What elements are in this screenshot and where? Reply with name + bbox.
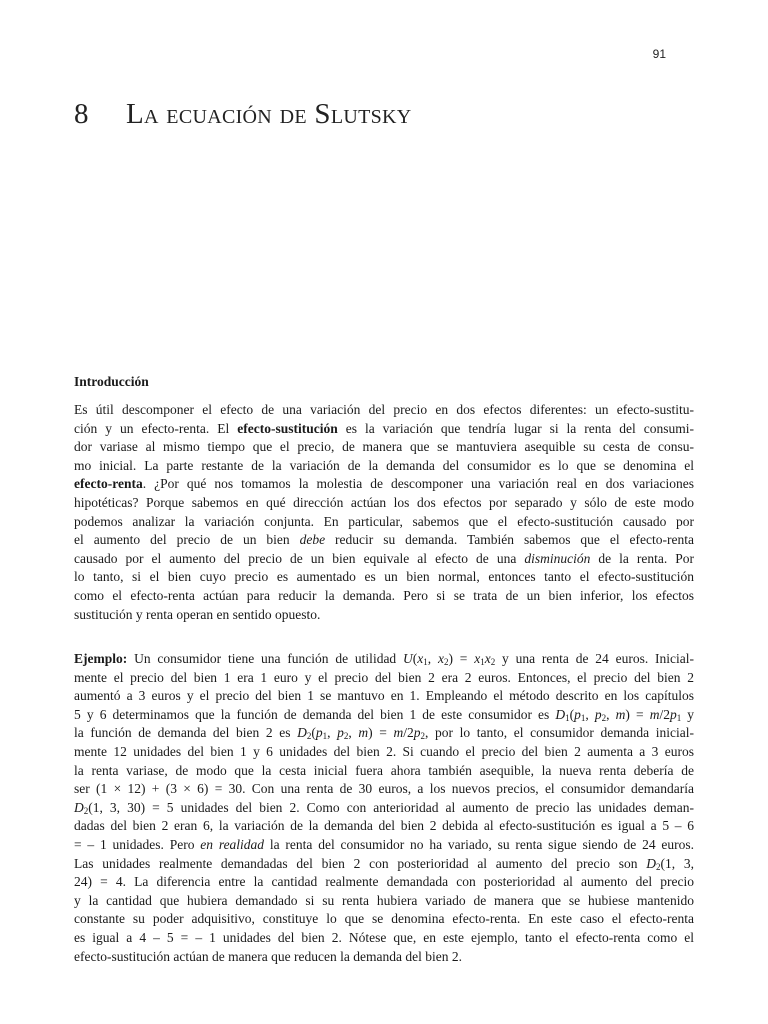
text-line: dadas del bien 2 eran 6, la variación de la demanda del bien 2 debida al efecto-sustitución es igual a 5 – 6 [74, 818, 694, 834]
emphasis-text: en realidad [200, 836, 265, 852]
text-line: 24) = 4. La diferencia entre la cantidad realmente demandada con posterioridad al aumento del precio [74, 874, 694, 890]
text-line: como el efecto-renta actúan para reducir la demanda. Pero si se trata de un bien inferior, los efectos [74, 587, 694, 603]
text-line: Ejemplo: Un consumidor tiene una función de utilidad $U(x_1$, $x_2) = x_1x_2$ y una renta de 24 euros. Inicial- [74, 651, 694, 667]
text-line: efecto-renta. ¿Por qué nos tomamos la molestia de descomponer una variación real en dos variaciones [74, 476, 694, 492]
term-substitution-effect: efecto-sustitución [237, 420, 338, 436]
text-line: mente 12 unidades del bien 1 y 6 unidades del bien 2. Si cuando el precio del bien 2 aumenta a 3 euros [74, 743, 694, 759]
math-utility-function: $U(x_1$, $x_2) = x_1x_2$ [403, 651, 496, 667]
text-line: la función de demanda del bien 2 es $D_2(p_1$, $p_2$, $m) = m/2p_2$, por lo tanto, el consumidor demanda inicial- [74, 725, 695, 742]
math-demand-2-symbol: $D_2$ [74, 799, 89, 816]
text-line: la renta variase, de modo que la cesta inicial fuera ahora también asequible, la nueva renta debería de [74, 762, 694, 778]
emphasis-text: debe [299, 532, 326, 548]
text-line: aumentó a 3 euros y el precio del bien 1 se mantuvo en 1. Empleando el método descrito en los capítulos [74, 688, 694, 704]
text-line: sustitución y renta operan en sentido opuesto. [74, 606, 321, 622]
text-line: $D_2(1$, 3, 30) = 5 unidades del bien 2. Como con anterioridad al aumento de precio las unidades deman- [74, 799, 694, 816]
math-demand-1: $D_1(p_1$, $p_2$, $m) = m/2p_1$ [555, 706, 682, 723]
text-line: hipotéticas? Porque sabemos en qué dirección actúan los dos efectos por separado y sólo de este modo [74, 494, 694, 510]
chapter-heading [74, 98, 412, 131]
intro-paragraph [74, 401, 694, 624]
chapter-title: La ecuación de Slutsky [126, 98, 412, 130]
text-line: 5 y 6 determinamos que la función de demanda del bien 1 de este consumidor es $D_1(p_1$, $p_2$, $m) = m/2p_1$ y [74, 706, 695, 723]
text-line: constante su poder adquisitivo, constituye lo que se denomina efecto-renta. En este caso el efecto-renta [74, 911, 694, 927]
text-line: causado por el aumento del precio de un bien equivale al efecto de una disminución de la renta. Por [74, 550, 695, 566]
text-line: Es útil descomponer el efecto de una variación del precio en dos efectos diferentes: un efecto-sustitu- [74, 402, 694, 417]
text-line: mente el precio del bien 1 era 1 euro y el precio del bien 2 era 2 euros. Entonces, el precio del bien 2 [74, 669, 694, 685]
emphasis-text: disminución [524, 550, 591, 566]
text-line: lo tanto, si el bien cuyo precio es aumentado es un bien normal, entonces tanto el efecto-sustitución [74, 569, 694, 585]
example-label: Ejemplo: [74, 651, 128, 666]
text-line: ser (1 × 12) + (3 × 6) = 30. Con una renta de 30 euros, a los nuevos precios, el consumidor demandaría [74, 781, 694, 797]
example-paragraph [74, 650, 694, 966]
text-line: Las unidades realmente demandadas del bien 2 con posterioridad al aumento del precio son $D_2(1$, 3, [74, 855, 694, 872]
page-number: 91 [652, 47, 666, 61]
chapter-number: 8 [74, 98, 89, 130]
text-line: y la cantidad que hubiera demandado si su renta hubiera variado de manera que se hubiese mantenido [74, 892, 694, 908]
section-heading: Introducción [74, 374, 149, 389]
text-line: = – 1 unidades. Pero en realidad la renta del consumidor no ha variado, su renta sigue siendo de 24 euros. [74, 836, 694, 852]
text-line: mo inicial. La parte restante de la variación de la demanda del consumidor es lo que se denomina el [74, 457, 694, 473]
math-demand-2: $D_2(p_1$, $p_2$, $m) = m/2p_2$ [297, 725, 426, 742]
term-income-effect: efecto-renta [74, 476, 143, 492]
math-demand-2-symbol: $D_2$ [646, 855, 661, 872]
text-line: el aumento del precio de un bien debe reducir su demanda. También sabemos que el efecto-renta [74, 532, 694, 548]
text-line: efecto-sustitución actúan de manera que reducen la demanda del bien 2. [74, 948, 462, 964]
text-line: dor variase al mismo tiempo que el precio, de manera que se mantuviera asequible su cesta de consu- [74, 439, 694, 455]
text-line: podemos analizar la variación conjunta. En particular, sabemos que el efecto-sustitución causado por [74, 513, 694, 529]
text-line: ción y un efecto-renta. El efecto-sustitución es la variación que tendría lugar si la renta del consumi- [74, 420, 694, 436]
text-line: es igual a 4 – 5 = – 1 unidades del bien 2. Nótese que, en este ejemplo, tanto el efecto-renta como el [74, 929, 694, 945]
